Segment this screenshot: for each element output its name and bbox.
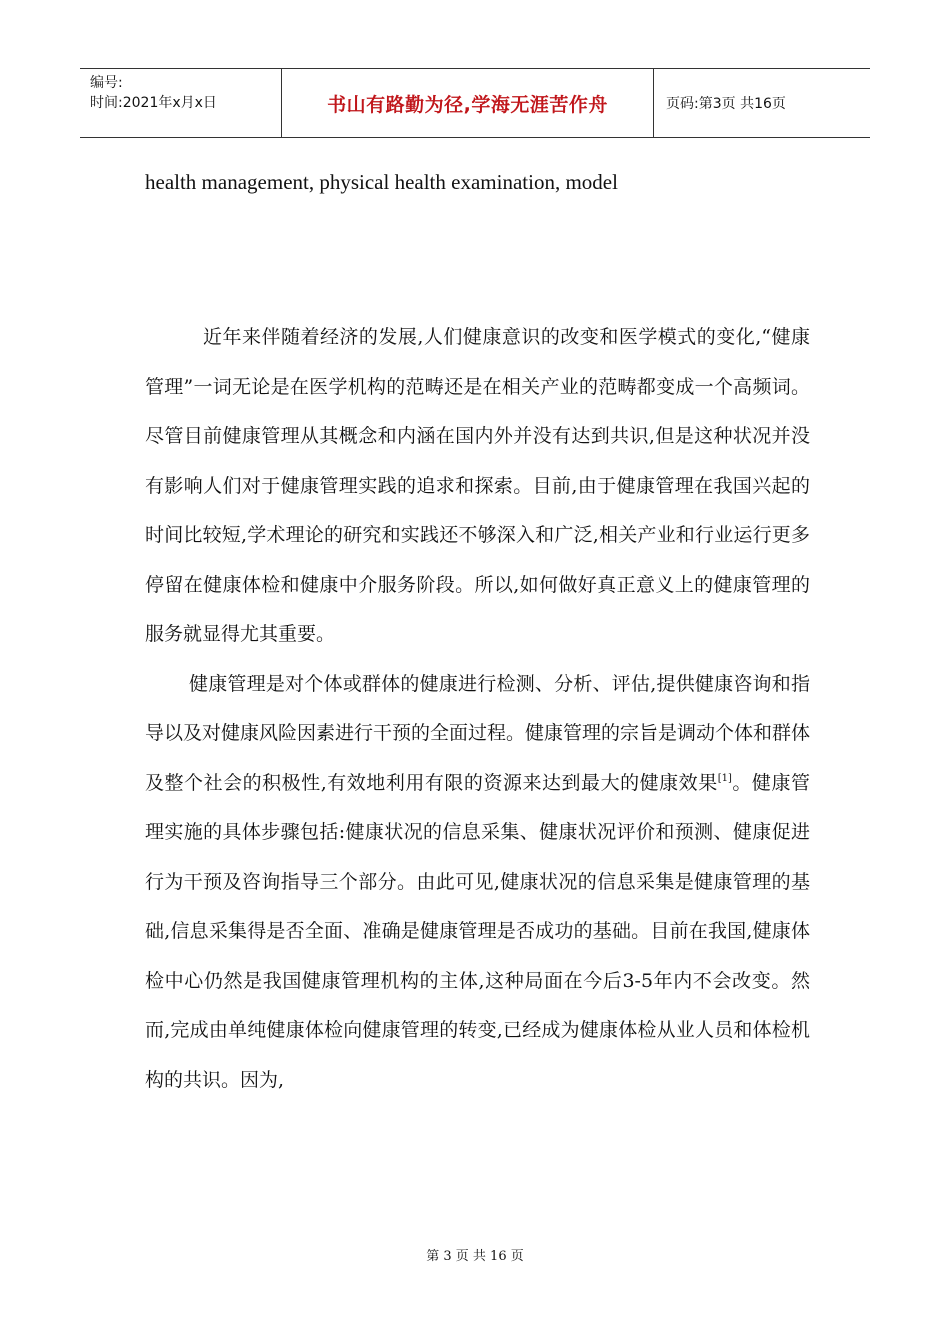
document-date: 时间:2021年x月x日 [90, 95, 217, 111]
paragraph-2 [145, 660, 810, 1106]
page-header [80, 68, 870, 138]
document-number-label: 编号: [90, 75, 123, 91]
english-keywords: health management, physical health examination, model [145, 170, 618, 194]
paragraph-2-part-a: 健康管理是对个体或群体的健康进行检测、分析、评估,提供健康咨询和指导以及对健康风险因素进行干预的全面过程。健康管理的宗旨是调动个体和群体及整个社会的积极性,有效地利用有限的资源来达到最大的健康效果 [145, 672, 811, 794]
page-footer: 第 3 页 共 16 页 [426, 1249, 524, 1264]
header-meta [80, 69, 282, 137]
body-text [145, 313, 810, 1105]
paragraph-2-part-b: 。健康管理实施的具体步骤包括:健康状况的信息采集、健康状况评价和预测、健康促进行为干预及咨询指导三个部分。由此可见,健康状况的信息采集是健康管理的基础,信息采集得是否全面、准确是健康管理是否成功的基础。目前在我国,健康体检中心仍然是我国健康管理机构的主体,这种局面在今后3-5年内不会改变。然而,完成由单纯健康体检向健康管理的转变,已经成为健康体检从业人员和体检机构的共识。因为, [145, 771, 810, 1091]
paragraph-1: 近年来伴随着经济的发展,人们健康意识的改变和医学模式的变化,“健康管理”一词无论是在医学机构的范畴还是在相关产业的范畴都变成一个高频词。尽管目前健康管理从其概念和内涵在国内外并没有达到共识,但是这种状况并没有影响人们对于健康管理实践的追求和探索。目前,由于健康管理在我国兴起的时间比较短,学术理论的研究和实践还不够深入和广泛,相关产业和行业运行更多停留在健康体检和健康中介服务阶段。所以,如何做好真正意义上的健康管理的服务就显得尤其重要。 [145, 326, 810, 645]
header-page-info: 页码:第3页 共16页 [666, 96, 786, 112]
citation-ref: [1] [717, 772, 732, 784]
header-motto: 书山有路勤为径,学海无涯苦作舟 [282, 69, 654, 137]
